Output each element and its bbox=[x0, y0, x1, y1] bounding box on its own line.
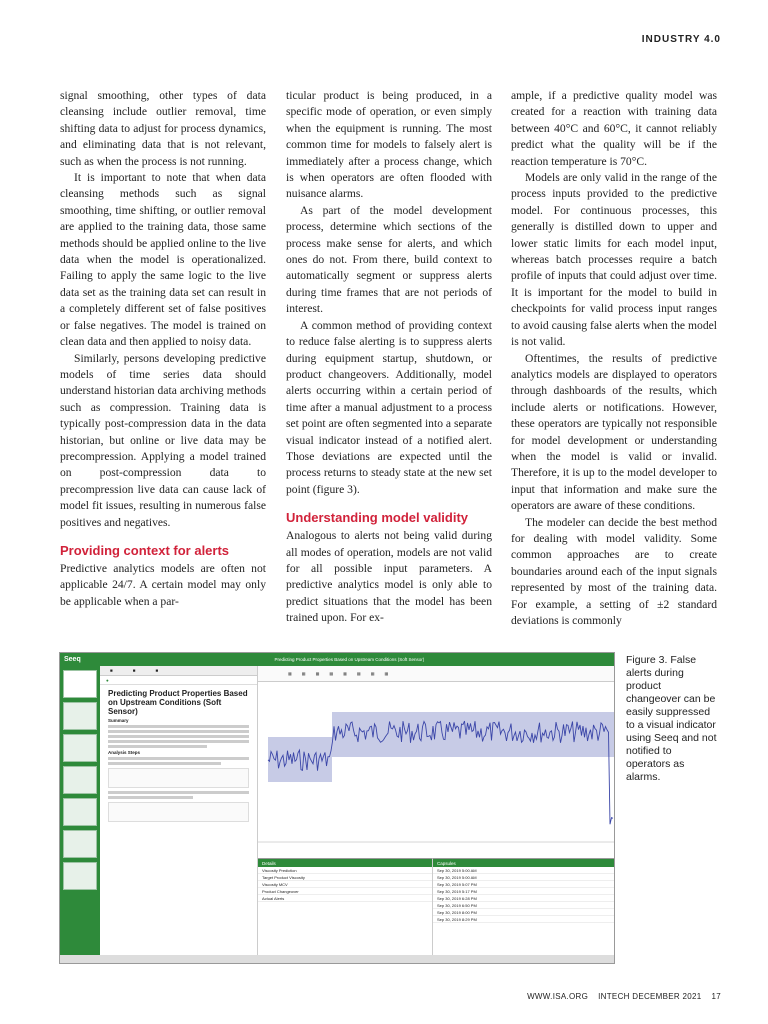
capsule-row[interactable]: Sep 30, 2019 6:50 PM bbox=[433, 902, 614, 909]
capsule-row[interactable]: Sep 30, 2019 6:28 PM bbox=[433, 895, 614, 902]
capsule-row[interactable]: Sep 30, 2019 5:07 PM bbox=[433, 881, 614, 888]
worksheet-thumbnail[interactable] bbox=[63, 862, 97, 890]
summary-text bbox=[108, 725, 249, 748]
worksheet-thumbnail[interactable] bbox=[63, 734, 97, 762]
worksheet-sidebar bbox=[60, 666, 100, 955]
details-row[interactable]: Viscosity MCV bbox=[258, 881, 432, 888]
paragraph: Models are only valid in the range of the process inputs provided to the predictive model. For continuous processes, this generally is distilled down to upper and lower static limits for each model input, whereas batch processes require a batch profile of inputs that could adjust over time. It is important for the model to build in checkpoints for valid process input ranges to avoid causing false alerts when the model is not valid. bbox=[511, 171, 717, 349]
paragraph: Analogous to alerts not being valid during all modes of operation, models are not valid for all possible input parameters. A predictive analytics model is only able to predict situations that the model has been trained upon. For ex- bbox=[286, 529, 492, 625]
paragraph: Similarly, persons developing predictive models of time series data should understand historian data archiving methods such as compression. Training data is typically post-compression data in the data historian, but online or live data may be precompression. Applying a model trained on post-compression data to precompression live data can cause lack of model fit issues, resulting in numerous false positives and negatives. bbox=[60, 351, 266, 529]
band-high bbox=[332, 712, 615, 757]
section-heading: Understanding model validity bbox=[286, 510, 469, 526]
journal-tabs: ■ ■ ■ bbox=[100, 666, 257, 676]
steps-text bbox=[108, 757, 249, 765]
trend-toolbar: ▦ ▦ ▦ ▦ ▦ ▦ ▦ ▦ bbox=[258, 666, 614, 682]
capsule-row[interactable]: Sep 30, 2019 5:00 AM bbox=[433, 874, 614, 881]
worksheet-thumbnail[interactable] bbox=[63, 766, 97, 794]
column-3 bbox=[511, 88, 717, 629]
capsule-row[interactable]: Sep 30, 2019 8:00 PM bbox=[433, 909, 614, 916]
embedded-chart[interactable] bbox=[108, 768, 249, 788]
paragraph: signal smoothing, other types of data cleansing include outlier removal, time shifting data to adjust for process dynamics, and eliminating data that is not relevant, such as when the process is not running. bbox=[60, 89, 266, 168]
figure-3-screenshot bbox=[59, 652, 615, 964]
details-row[interactable]: Product Changeover bbox=[258, 888, 432, 895]
capsule-row[interactable]: Sep 30, 2019 8:29 PM bbox=[433, 916, 614, 923]
trend-plot[interactable] bbox=[258, 682, 615, 858]
journal-title: Predicting Product Properties Based on Upstream Conditions (Soft Sensor) bbox=[108, 689, 248, 716]
section-header: INDUSTRY 4.0 bbox=[641, 34, 721, 45]
column-2 bbox=[286, 88, 492, 627]
steps-text bbox=[108, 791, 249, 799]
capsule-row[interactable]: Sep 30, 2019 5:00 AM bbox=[433, 867, 614, 874]
section-heading: Providing context for alerts bbox=[60, 542, 230, 558]
details-row[interactable]: Target Product Viscosity bbox=[258, 874, 432, 881]
column-1 bbox=[60, 88, 266, 610]
footer-site: WWW.ISA.ORG bbox=[527, 992, 589, 1001]
footer-issue: INTECH DECEMBER 2021 bbox=[598, 992, 702, 1001]
paragraph: ample, if a predictive quality model was created for a reaction with training data between 40°C and 60°C, it cannot reliably predict what the quality will be if the reaction temperature is 70°C. bbox=[511, 89, 717, 168]
worksheet-thumbnail[interactable] bbox=[63, 830, 97, 858]
paragraph: ticular product is being produced, in a specific mode of operation, or even simply when the equipment is running. The most common time for models to falsely alert is immediately after a process change, which is when operators are often flooded with nuisance alarms. bbox=[286, 89, 492, 201]
paragraph: Oftentimes, the results of predictive analytics models are displayed to operators through dashboards of the results, which include alerts or notifications. However, these operators are typically not responsible for model development or understanding when the model is valid or invalid. Therefore, it is up to the model developer to input that information and make sure the operators are aware of these conditions. bbox=[511, 351, 717, 513]
page-number: 17 bbox=[711, 992, 721, 1001]
app-topbar bbox=[60, 653, 614, 666]
page-footer bbox=[527, 992, 721, 1001]
steps-heading: Analysis Steps bbox=[108, 750, 141, 755]
embedded-chart[interactable] bbox=[108, 802, 249, 822]
app-logo: Seeq bbox=[64, 656, 81, 663]
paragraph: As part of the model development process, determine which sections of the process make sense for alerts, and which ones do not. From there, build context to automatically segment or suppress alerts during time frames that are not periods of interest. bbox=[286, 203, 492, 316]
worksheet-thumbnail[interactable] bbox=[63, 798, 97, 826]
capsules-header: Capsules bbox=[433, 859, 614, 867]
summary-heading: Summary bbox=[108, 718, 129, 723]
paragraph: It is important to note that when data cleansing methods such as signal smoothing, time shifting, or outlier removal are applied to the training data, those same methods should be applied online to the live data when the model is operationalized. Failing to apply the same logic to the live data set as the training data set can result in a completely different set of false positives or false negatives. The model is trained on clean data and then applied to noisy data. bbox=[60, 171, 266, 349]
capsules-pane bbox=[432, 858, 614, 955]
journal-pane bbox=[100, 666, 258, 955]
paragraph: A common method of providing context to reduce false alerting is to suppress alerts during equipment startup, shutdown, or product changeovers. Additionally, model alerts occurring within a certain period of time after a manual adjustment to a process set point are often segmented into a separate visual indicator instead of a notified alert. Those deviations are expected until the process returns to steady state at the new set point (figure 3). bbox=[286, 318, 492, 496]
details-row[interactable]: Actual Alerts bbox=[258, 895, 432, 902]
trend-view bbox=[258, 666, 614, 858]
window-title: Predicting Product Properties Based on Upstream Conditions (Soft Sensor) bbox=[274, 657, 425, 662]
status-bar bbox=[60, 955, 614, 963]
capsule-row[interactable]: Sep 30, 2019 5:17 PM bbox=[433, 888, 614, 895]
details-header: Details bbox=[258, 859, 432, 867]
figure-caption: Figure 3. False alerts during product changeover can be easily suppressed to a visual indicator using Seeq and not notified to operators as alarms. bbox=[626, 654, 717, 783]
journal-toolbar: ● bbox=[100, 676, 257, 685]
details-pane bbox=[258, 858, 432, 955]
worksheet-thumbnail[interactable] bbox=[63, 670, 97, 698]
paragraph: Predictive analytics models are often not applicable 24/7. A certain model may only be applicable when a par- bbox=[60, 561, 266, 608]
details-row[interactable]: Viscosity Prediction bbox=[258, 867, 432, 874]
paragraph: The modeler can decide the best method for dealing with model validity. Some common approaches are to create boundaries around each of the input signals represented by most of the training data. For example, a setting of ±2 standard deviations is commonly bbox=[511, 515, 717, 627]
worksheet-thumbnail[interactable] bbox=[63, 702, 97, 730]
